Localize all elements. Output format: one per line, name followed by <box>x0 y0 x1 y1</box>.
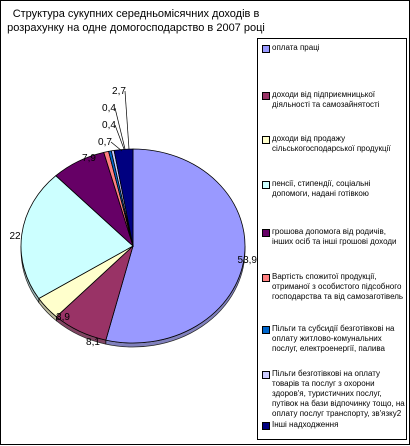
legend-label-4: пенсії, стипендії, соціальні допомоги, надані готівкою <box>272 179 371 198</box>
legend-label-6: Вартість спожитої продукції, отриманої з особистого підсобного господарства та від самозаготівель <box>272 272 404 301</box>
legend-label-9: Інші надходження <box>272 420 339 429</box>
value-label-1: 53,9 <box>237 255 257 266</box>
value-label-6: 0,7 <box>98 137 112 148</box>
value-label-4: 22 <box>9 231 21 242</box>
legend-swatch-3 <box>262 136 270 144</box>
chart-title: Структура сукупних середньомісячних доходів в розрахунку на одне домогосподарство в 2007 році <box>7 8 265 34</box>
value-label-5: 7,9 <box>82 153 96 164</box>
legend-label-8: Пільги безготівкові на оплату товарів та послуг з охорони здоров'я, туристичних послуг, путівок на бази відпочинку тощо, на оплату послуг транспорту, зв'язку2 <box>272 369 405 418</box>
leader-line-6 <box>111 142 122 151</box>
legend-label-5: грошова допомога від родичів, інших осіб та інші грошові доходи <box>272 227 397 246</box>
legend-swatch-9 <box>262 422 270 430</box>
value-label-3: 3,9 <box>56 312 70 323</box>
legend-swatch-5 <box>262 229 270 237</box>
legend-swatch-1 <box>262 45 270 53</box>
legend-label-1: оплата праці <box>272 43 320 52</box>
value-label-7: 0,4 <box>102 120 116 131</box>
value-label-8: 0,4 <box>102 103 116 114</box>
value-label-9: 2,7 <box>112 86 126 97</box>
leader-line-7 <box>115 125 124 149</box>
legend-label-7: Пільги та субсидії безготівкові на оплату житлово-комунальних послуг, електроенергії, палива <box>272 324 395 353</box>
leader-line-9 <box>125 91 129 149</box>
legend-swatch-8 <box>262 371 270 379</box>
legend-swatch-2 <box>262 92 270 100</box>
legend-swatch-6 <box>262 274 270 282</box>
legend-label-2: доходи від підприємницької діяльності та самозайнятості <box>272 90 380 109</box>
legend-swatch-7 <box>262 326 270 334</box>
legend-label-3: доходи від продажу сільськогосподарської продукції <box>272 134 391 153</box>
legend <box>257 38 407 440</box>
legend-swatch-4 <box>262 181 270 189</box>
value-label-2: 8,1 <box>86 337 100 348</box>
